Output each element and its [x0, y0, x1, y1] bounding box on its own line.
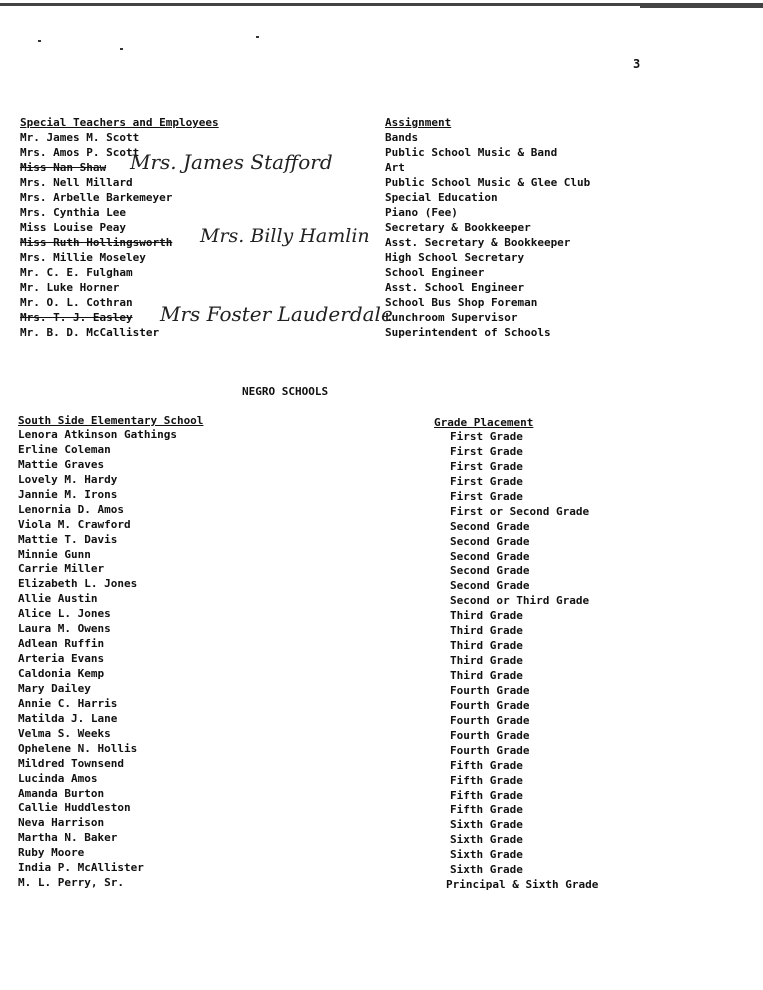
teacher-name: Mattie Graves — [18, 457, 105, 471]
employee-name: Miss Ruth Hollingsworth — [20, 236, 173, 249]
teacher-name: Erline Coleman — [18, 442, 111, 456]
teacher-name: Annie C. Harris — [18, 696, 118, 710]
special-assignment-column — [385, 115, 590, 340]
employee-name: Mr. C. E. Fulgham — [20, 266, 133, 279]
school-names-column — [18, 413, 203, 891]
employee-name: Mrs. Arbelle Barkemeyer — [20, 191, 173, 204]
employee-name: Miss Nan Shaw — [20, 161, 107, 174]
teacher-name: Caldonia Kemp — [18, 667, 105, 680]
grade-placement: Sixth Grade — [450, 863, 523, 877]
employee-name: Mr. B. D. McCallister — [20, 326, 160, 339]
teacher-name: M. L. Perry, Sr. — [18, 876, 124, 890]
grade-placement: Fourth Grade — [450, 698, 530, 712]
employee-assignment: Art — [385, 161, 405, 174]
scan-speck — [120, 48, 123, 50]
teacher-name: Alice L. Jones — [18, 607, 111, 621]
teacher-name: Carrie Miller — [18, 562, 105, 576]
teacher-name: Mildred Townsend — [18, 756, 124, 770]
teacher-name: Matilda J. Lane — [18, 711, 118, 725]
teacher-name: Ruby Moore — [18, 846, 85, 860]
grade-placement: Second Grade — [450, 564, 530, 578]
employee-assignment: Asst. Secretary & Bookkeeper — [385, 236, 571, 249]
grade-placement: First Grade — [450, 474, 523, 488]
teacher-name: Laura M. Owens — [18, 622, 111, 636]
grade-placement: Second Grade — [450, 579, 530, 593]
grade-placement: Fourth Grade — [450, 743, 530, 757]
grade-placement: Fifth Grade — [450, 803, 523, 817]
grade-placement: First or Second Grade — [450, 504, 590, 518]
scan-speck — [256, 36, 259, 38]
employee-name: Mrs. Cynthia Lee — [20, 206, 126, 219]
employee-name: Mrs. Nell Millard — [20, 176, 133, 189]
teacher-name: Jannie M. Irons — [18, 487, 118, 501]
handwritten-replacement-name: Mrs Foster Lauderdale — [160, 302, 393, 326]
employee-assignment: Lunchroom Supervisor — [385, 311, 518, 324]
grade-column — [434, 415, 598, 893]
grade-placement: Third Grade — [450, 669, 523, 682]
teacher-name: Lenornia D. Amos — [18, 502, 124, 516]
grade-placement: Sixth Grade — [450, 848, 523, 862]
employee-assignment: Bands — [385, 131, 419, 144]
grade-placement: Fourth Grade — [450, 728, 530, 742]
grade-placement: Second Grade — [450, 549, 530, 563]
grade-placement-header: Grade Placement — [434, 416, 534, 429]
grade-placement: Fifth Grade — [450, 773, 523, 787]
employee-assignment: Public School Music & Glee Club — [385, 176, 591, 189]
grade-placement: First Grade — [450, 430, 523, 443]
page-number: 3 — [633, 57, 641, 71]
grade-placement: Third Grade — [450, 624, 523, 638]
grade-placement: Third Grade — [450, 609, 523, 623]
employee-assignment: Asst. School Engineer — [385, 281, 525, 294]
negro-schools-title: NEGRO SCHOOLS — [242, 385, 329, 398]
teacher-name: Lovely M. Hardy — [18, 472, 118, 486]
employee-name: Mrs. Amos P. Scott — [20, 146, 140, 159]
scan-top-mark — [640, 6, 763, 8]
teacher-name: Ophelene N. Hollis — [18, 741, 138, 755]
handwritten-replacement-name: Mrs. Billy Hamlin — [200, 225, 370, 247]
employee-assignment: Piano (Fee) — [385, 206, 458, 219]
teacher-name: Amanda Burton — [18, 786, 105, 800]
assignment-header: Assignment — [385, 116, 452, 129]
employee-name: Mr. James M. Scott — [20, 131, 140, 144]
employee-assignment: Special Education — [385, 191, 498, 204]
special-names-header: Special Teachers and Employees — [20, 116, 219, 129]
grade-placement: Third Grade — [450, 654, 523, 668]
grade-placement: First Grade — [450, 459, 523, 473]
teacher-name: Adlean Ruffin — [18, 637, 105, 651]
employee-assignment: Public School Music & Band — [385, 146, 558, 159]
employee-name: Mrs. Millie Moseley — [20, 251, 146, 264]
grade-placement: Sixth Grade — [450, 818, 523, 832]
grade-placement: Fourth Grade — [450, 713, 530, 727]
grade-placement: Fourth Grade — [450, 683, 530, 697]
grade-placement: Second Grade — [450, 519, 530, 533]
grade-placement: Sixth Grade — [450, 833, 523, 847]
teacher-name: Minnie Gunn — [18, 547, 91, 561]
handwritten-replacement-name: Mrs. James Stafford — [130, 150, 333, 174]
employee-name: Mr. O. L. Cothran — [20, 296, 133, 309]
teacher-name: Allie Austin — [18, 592, 98, 606]
scan-speck — [38, 40, 41, 42]
grade-placement: Second or Third Grade — [450, 594, 590, 608]
employee-assignment: School Bus Shop Foreman — [385, 296, 538, 309]
employee-name: Miss Louise Peay — [20, 221, 126, 234]
grade-placement: Third Grade — [450, 639, 523, 653]
employee-assignment: Superintendent of Schools — [385, 326, 551, 339]
employee-assignment: High School Secretary — [385, 251, 525, 264]
teacher-name: Lucinda Amos — [18, 771, 98, 785]
teacher-name: Viola M. Crawford — [18, 517, 131, 531]
teacher-name: Elizabeth L. Jones — [18, 577, 138, 591]
grade-placement: Fifth Grade — [450, 788, 523, 802]
grade-placement: Principal & Sixth Grade — [446, 878, 599, 892]
teacher-name: Martha N. Baker — [18, 831, 118, 845]
employee-assignment: Secretary & Bookkeeper — [385, 221, 531, 234]
employee-assignment: School Engineer — [385, 266, 485, 279]
grade-placement: First Grade — [450, 444, 523, 458]
grade-placement: Fifth Grade — [450, 758, 523, 772]
employee-name: Mr. Luke Horner — [20, 281, 120, 294]
employee-name: Mrs. T. J. Easley — [20, 311, 133, 324]
teacher-name: Mattie T. Davis — [18, 532, 118, 546]
teacher-name: Callie Huddleston — [18, 801, 131, 815]
teacher-name: Mary Dailey — [18, 681, 91, 695]
school-name-header: South Side Elementary School — [18, 414, 204, 427]
teacher-name: Velma S. Weeks — [18, 726, 111, 740]
teacher-name: Lenora Atkinson Gathings — [18, 428, 177, 441]
grade-placement: First Grade — [450, 489, 523, 503]
teacher-name: India P. McAllister — [18, 861, 144, 875]
grade-placement: Second Grade — [450, 534, 530, 548]
teacher-name: Arteria Evans — [18, 652, 105, 666]
teacher-name: Neva Harrison — [18, 816, 105, 830]
